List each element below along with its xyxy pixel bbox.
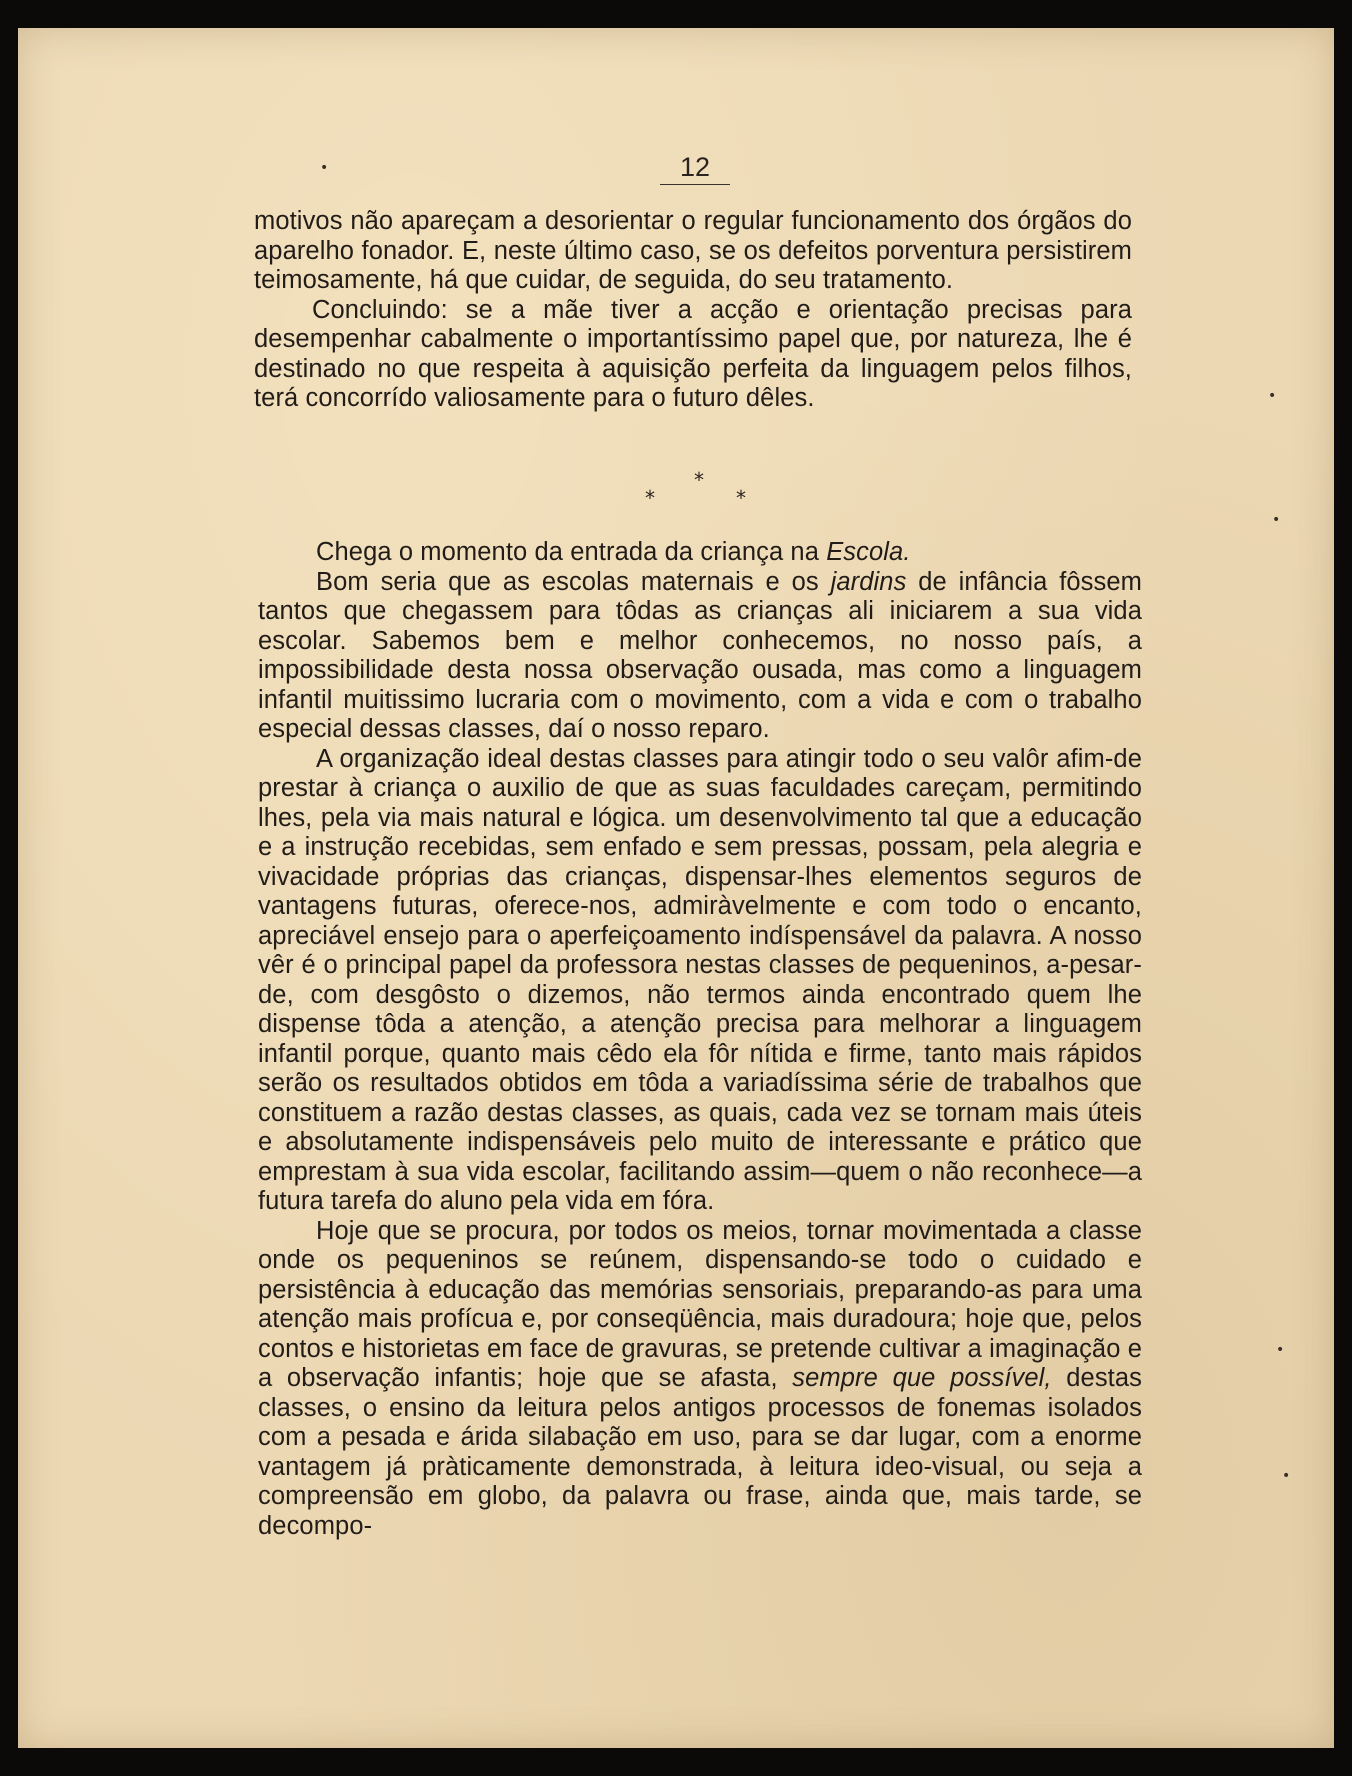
text-run: Chega o momento da entrada da criança na: [316, 538, 827, 566]
separator-star: *: [736, 486, 746, 510]
paragraph-school-entry: [258, 538, 1142, 568]
text-run: Bom seria que as escolas maternais e os: [316, 567, 831, 596]
separator-star: *: [645, 486, 655, 510]
margin-speck: •: [1272, 512, 1281, 528]
margin-speck: •: [1268, 388, 1277, 404]
italic-term: sempre que possível,: [792, 1364, 1052, 1392]
text-run: Hoje que se procura, por todos os meios, tornar movimentada a classe onde os pequeninos se reúnem, dispensando-se todo o cuidado e persistência à educação das memórias sensoriais, preparando-as para uma atenção mais profícua e, por conseqüência, mais duradoura; hoje que, pelos contos e historietas em face de gravuras, se pretende cultivar a imaginação e a observação infantis; hoje que se afasta,: [258, 1216, 1142, 1392]
paragraph-maternal-schools: [258, 568, 1142, 745]
margin-speck: •: [1276, 1342, 1285, 1358]
text-block-top: [254, 207, 1132, 414]
paragraph-today: [258, 1217, 1142, 1542]
margin-speck: •: [320, 160, 329, 176]
text-run: de infância fôssem tantos que chegassem para tôdas as crianças ali iniciarem a sua vida escolar. Sabemos bem e melhor conhecemos, no nosso país, a impossibilidade desta nossa observação ousada, mas como a linguagem infantil muitissimo lucraria com o movimento, com a vida e com o trabalho especial dessas classes, daí o nosso reparo.: [258, 567, 1142, 743]
italic-term: jardins: [830, 567, 907, 596]
separator-star: *: [694, 468, 704, 492]
margin-speck: •: [1282, 1468, 1291, 1484]
section-separator: [640, 468, 750, 518]
page-number: 12: [660, 152, 730, 185]
paragraph-concluding: Concluindo: se a mãe tiver a acção e orientação precisas para desempenhar cabalmente o importantíssimo papel que, por natureza, lhe é destinado no que respeita à aquisição perfeita da linguagem pelos filhos, terá concorrído valiosamente para o futuro dêles.: [254, 295, 1132, 412]
italic-term: Escola.: [826, 538, 911, 566]
text-run: destas classes, o ensino da leitura pelos antigos processos de fonemas isolados com a pesada e árida silabação em uso, para se dar lugar, com a enorme vantagem já pràticamente demonstrada, à leitura ideo-visual, ou seja a compreensão em globo, da palavra ou frase, ainda que, mais tarde, se decompo-: [258, 1364, 1142, 1540]
text-block-main: [258, 538, 1142, 1541]
paragraph-ideal-organization: A organização ideal destas classes para atingir todo o seu valôr afim-de prestar à criança o auxilio de que as suas faculdades careçam, permitindo lhes, pela via mais natural e lógica. um desenvolvimento tal que a educação e a instrução recebidas, sem enfado e sem pressas, possam, pela alegria e vivacidade próprias das crianças, dispensar-lhes elementos seguros de vantagens futuras, oferece-nos, admiràvelmente e com todo o encanto, apreciável ensejo para o aperfeiçoamento indíspensável da palavra. A nosso vêr é o principal papel da professora nestas classes de pequeninos, a-pesar-de, com desgôsto o dizemos, não termos ainda encontrado quem lhe dispense tôda a atenção, a atenção precisa para melhorar a linguagem infantil porque, quanto mais cêdo ela fôr nítida e firme, tanto mais rápidos serão os resultados obtidos em tôda a variadíssima série de trabalhos que constituem a razão destas classes, as quais, cada vez se tornam mais úteis e absolutamente indispensáveis pelo muito de interessante e prático que emprestam à sua vida escolar, facilitando assim—quem o não reconhece—a futura tarefa do aluno pela vida em fóra.: [258, 744, 1142, 1215]
paragraph-continuation: motivos não apareçam a desorientar o regular funcionamento dos órgãos do aparelho fonador. E, neste último caso, se os defeitos porventura persistirem teimosamente, há que cuidar, de seguida, do seu tratamento.: [254, 207, 1132, 294]
